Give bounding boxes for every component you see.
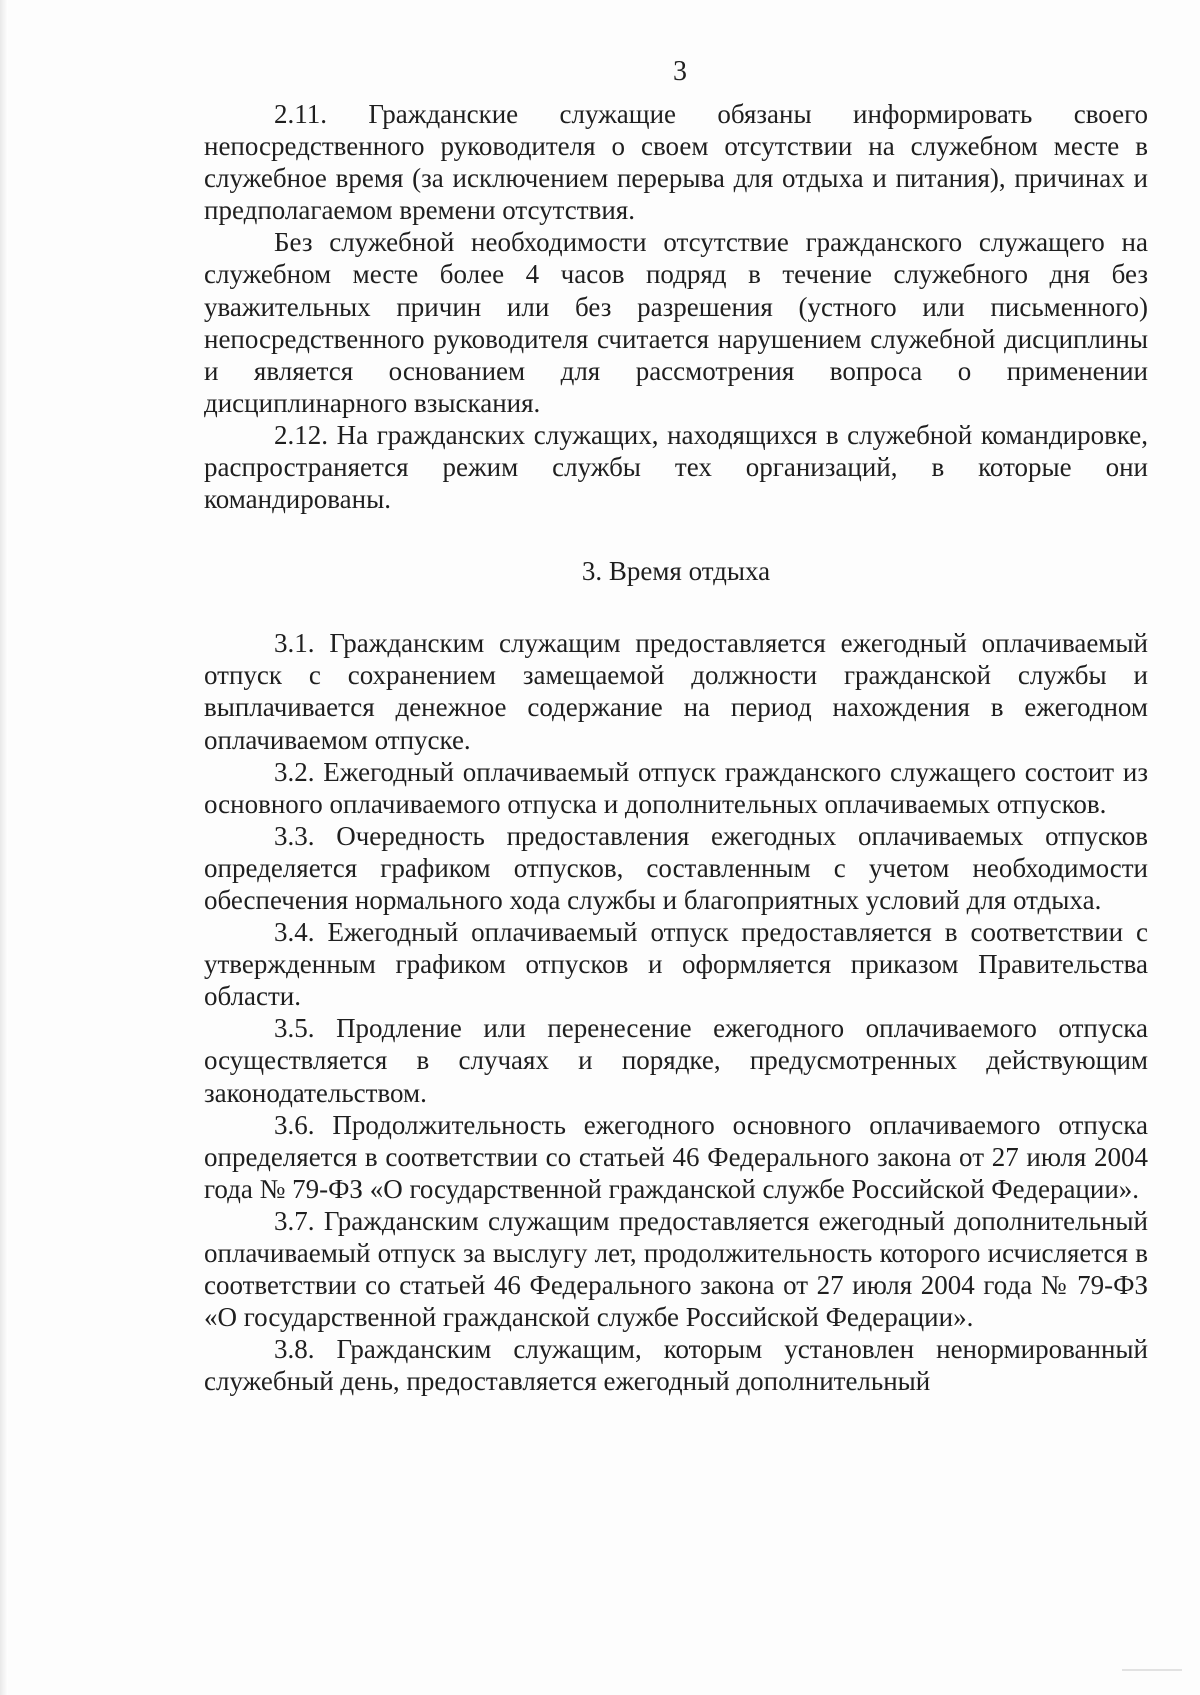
paragraph-3-7: 3.7. Гражданским служащим предоставляется ежегодный дополнительный оплачиваемый отпуск за выслугу лет, продолжительность которого исчисляется в соответствии со статьей 46 Федерального закона от 27 июля 2004 года № 79-ФЗ «О государственной гражданской службе Российской Федерации». xyxy=(204,1205,1148,1333)
paragraph-3-5: 3.5. Продление или перенесение ежегодного оплачиваемого отпуска осуществляется в случаях и порядке, предусмотренных действующим законодательством. xyxy=(204,1013,1148,1108)
paragraph-3-4: 3.4. Ежегодный оплачиваемый отпуск предоставляется в соответствии с утвержденным графиком отпусков и оформляется приказом Правительства области. xyxy=(204,917,1148,1012)
paragraph-3-6: 3.6. Продолжительность ежегодного основного оплачиваемого отпуска определяется в соответствии со статьей 46 Федерального закона от 27 июля 2004 года № 79-ФЗ «О государственной гражданской службе Российской Федерации». xyxy=(204,1109,1148,1204)
scan-edge xyxy=(0,0,8,1695)
paragraph-3-2: 3.2. Ежегодный оплачиваемый отпуск гражданского служащего состоит из основного оплачиваемого отпуска и дополнительных оплачиваемых отпусков. xyxy=(204,756,1148,819)
paragraph-absence-rule: Без служебной необходимости отсутствие гражданского служащего на служебном месте более 4 часов подряд в течение служебного дня без уважительных причин или без разрешения (устного или письменного) непосредственного руководителя считается нарушением служебной дисциплины и является основанием для рассмотрения вопроса о применении дисциплинарного взыскания. xyxy=(204,227,1148,418)
page-number: 3 xyxy=(673,56,687,87)
paragraph-3-1: 3.1. Гражданским служащим предоставляется ежегодный оплачиваемый отпуск с сохранением замещаемой должности гражданской службы и выплачивается денежное содержание на период нахождения в ежегодном оплачиваемом отпуске. xyxy=(204,628,1148,755)
scan-artifact xyxy=(1122,1669,1182,1671)
section-heading: 3. Время отдыха xyxy=(581,556,771,587)
document-body xyxy=(204,98,1148,1397)
paragraph-2-11: 2.11. Гражданские служащие обязаны информировать своего непосредственного руководителя о своем отсутствии на служебном месте в служебное время (за исключением перерыва для отдыха и питания), причинах и предполагаемом времени отсутствия. xyxy=(204,99,1148,226)
paragraph-3-3: 3.3. Очередность предоставления ежегодных оплачиваемых отпусков определяется графиком отпусков, составленным с учетом необходимости обеспечения нормального хода службы и благоприятных условий для отдыха. xyxy=(204,820,1148,915)
paragraph-3-8: 3.8. Гражданским служащим, которым установлен ненормированный служебный день, предоставляется ежегодный дополнительный xyxy=(204,1334,1148,1397)
paragraph-2-12: 2.12. На гражданских служащих, находящихся в служебной командировке, распространяется режим службы тех организаций, в которые они командированы. xyxy=(204,419,1148,515)
